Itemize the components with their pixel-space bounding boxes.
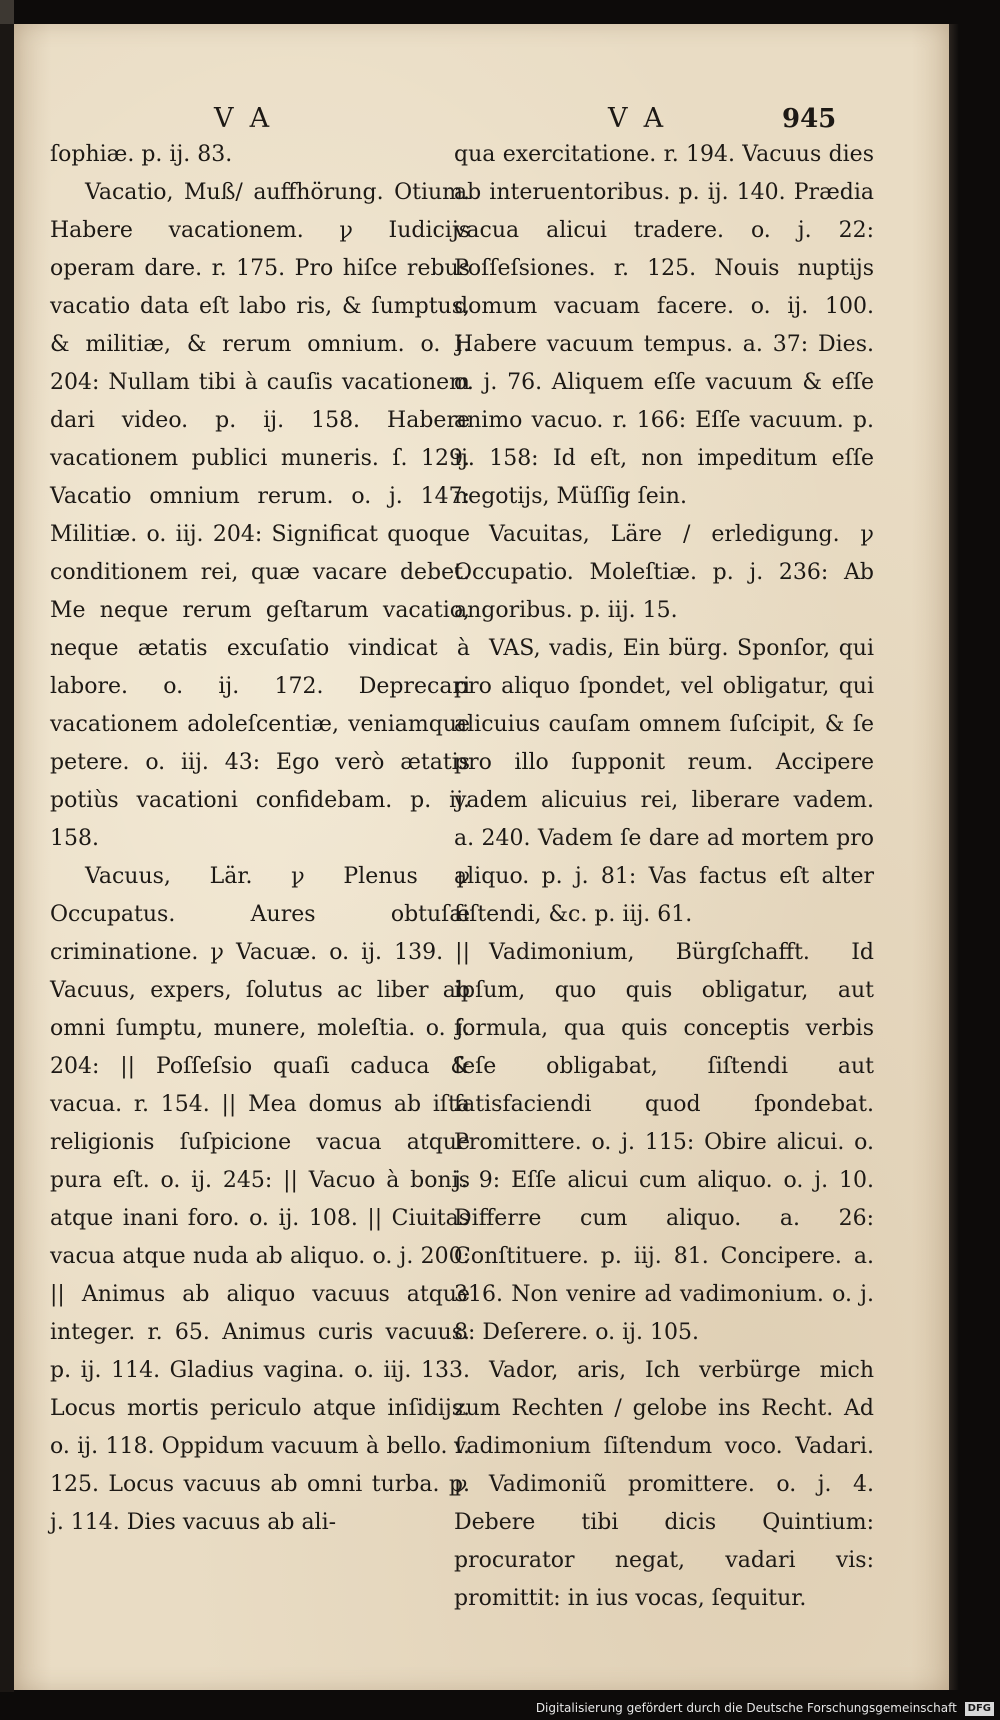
page-edge-shadow — [949, 24, 959, 1690]
scan-background — [0, 0, 14, 1692]
right-column — [454, 136, 874, 1618]
left-column-entry: ſophiæ. p. ij. 83. — [50, 142, 233, 167]
scan-corner-tab — [0, 0, 14, 24]
right-column-entry: VAS, vadis, Ein bürg. Sponſor, qui pro aliquo ſpondet, vel obligatur, qui alicuius cauſam omnem ſuſcipit, & ſe pro illo ſupponit reum. Accipere vadem alicuius rei, liberare vadem. a. 240. Vadem ſe dare ad mortem pro aliquo. p. j. 81: Vas factus eſt alter ſiſtendi, &c. p. iij. 61. — [454, 636, 874, 927]
right-column-entry: Vadimonium, Bürgſchafft. Id ipſum, quo quis obligatur, aut formula, qua quis conceptis verbis ſeſe obligabat, ſiſtendi aut ſatisfaciendi quod ſpondebat. Promittere. o. j. 115: Obire alicui. o. j. 9: Eſſe alicui cum aliquo. o. j. 10. Differre cum aliquo. a. 26: Conſtituere. p. iij. 81. Concipere. a. 316. Non venire ad vadimonium. o. j. 8: Deſerere. o. ij. 105. — [454, 940, 874, 1345]
dfg-logo: DFG — [965, 1702, 994, 1716]
running-header-right: VA — [608, 103, 682, 134]
digitization-credit — [536, 1700, 994, 1716]
book-page — [14, 24, 949, 1690]
right-column-entry: Vador, aris, Ich verbürge mich zum Rechten / gelobe ins Recht. Ad vadimonium ſiſtendum voco. Vadari. ꝩ Vadimoniũ promittere. o. j. 4. Debere tibi dicis Quintium: procurator negat, vadari vis: promittit: in ius vocas, ſequitur. — [454, 1358, 874, 1611]
page-number: 945 — [782, 104, 837, 134]
right-column-entry: qua exercitatione. r. 194. Vacuus dies ab interuentoribus. p. ij. 140. Prædia vacua alicui tradere. o. j. 22: Poſſeſsiones. r. 125. Nouis nuptijs domum vacuam facere. o. ij. 100. Habere vacuum tempus. a. 37: Dies. o. j. 76. Aliquem eſſe vacuum & eſſe animo vacuo. r. 166: Eſſe vacuum. p. ij. 158: Id eſt, non impeditum eſſe negotijs, Müſſig ſein. — [454, 142, 874, 509]
left-column-entry: Vacuus, Lär. ꝩ Plenus ꝩ Occupatus. Aures obtuſæ criminatione. ꝩ Vacuæ. o. ij. 139. || Vacuus, expers, ſolutus ac liber ab omni ſumptu, munere, moleſtia. o. j. 204: || Poſſeſsio quaſi caduca & vacua. r. 154. || Mea domus ab iſta religionis ſuſpicione vacua atque pura eſt. o. ij. 245: || Vacuo à bonis atque inani foro. o. ij. 108. || Ciuitas vacua atque nuda ab aliquo. o. j. 200: || Animus ab aliquo vacuus atque integer. r. 65. Animus curis vacuus. p. ij. 114. Gladius vagina. o. iij. 133. Locus mortis periculo atque inſidijs. o. ij. 118. Oppidum vacuum à bello. ſ. 125. Locus vacuus ab omni turba. p. j. 114. Dies vacuus ab ali- — [50, 864, 470, 1535]
credit-text: Digitalisierung gefördert durch die Deutsche Forschungsgemeinschaft — [535, 1701, 957, 1715]
right-column-entry: Vacuitas, Läre / erledigung. ꝩ Occupatio. Moleſtiæ. p. j. 236: Ab angoribus. p. iij. 15. — [454, 522, 874, 623]
left-column-entry: Vacatio, Muß/ auffhörung. Otium. Habere vacationem. ꝩ Iudicijs operam dare. r. 175. Pro hiſce rebus vacatio data eſt labo ris, & ſumptus, & militiæ, & rerum omnium. o. j. 204: Nullam tibi à cauſis vacationem dari video. p. ij. 158. Habere vacationem publici muneris. ſ. 129. Vacatio omnium rerum. o. j. 147: Militiæ. o. iij. 204: Significat quoque conditionem rei, quæ vacare debet. Me neque rerum geſtarum vacatio, neque ætatis excuſatio vindicat à labore. o. ij. 172. Deprecari vacationem adoleſcentiæ, veniamque petere. o. iij. 43: Ego verò ætatis potiùs vacationi confidebam. p. ij. 158. — [50, 180, 470, 851]
left-column — [50, 136, 470, 1542]
running-header-left: VA — [214, 103, 288, 134]
